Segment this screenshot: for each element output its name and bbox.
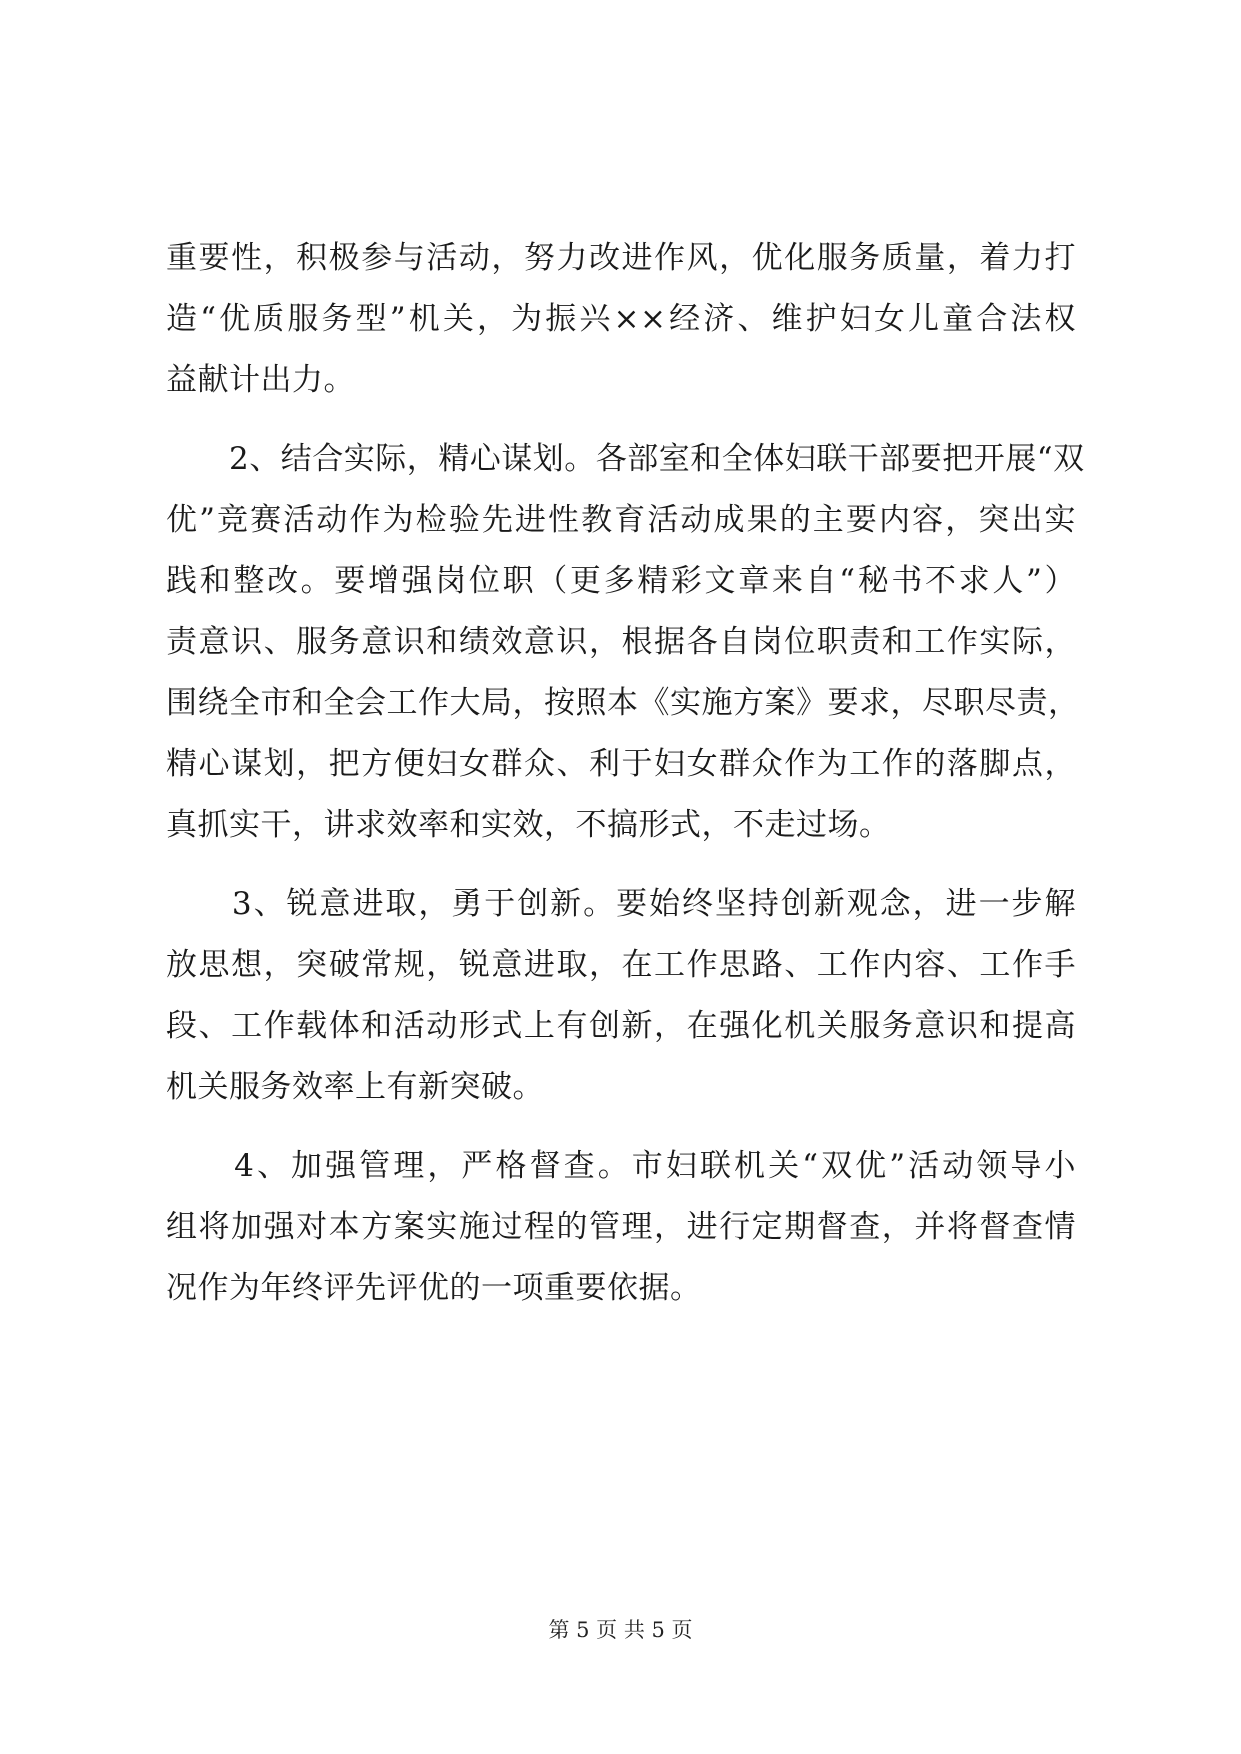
text-line: 责意识、服务意识和绩效意识，根据各自岗位职责和工作实际， bbox=[166, 624, 1076, 660]
text-line: 围绕全市和全会工作大局，按照本《实施方案》要求，尽职尽责， bbox=[166, 685, 1080, 721]
text-line: 机关服务效率上有新突破。 bbox=[166, 1069, 544, 1105]
text-line: 2、结合实际，精心谋划。各部室和全体妇联干部要把开展“双 bbox=[166, 441, 1085, 477]
paragraph-2 bbox=[166, 429, 1085, 856]
text-line: 组将加强对本方案实施过程的管理，进行定期督查，并将督查情 bbox=[166, 1209, 1076, 1245]
text-line: 精心谋划，把方便妇女群众、利于妇女群众作为工作的落脚点， bbox=[166, 746, 1076, 782]
text-line: 益献计出力。 bbox=[166, 362, 355, 398]
page-number-footer: 第 5 页 共 5 页 bbox=[548, 1618, 693, 1642]
text-line: 造“优质服务型”机关，为振兴××经济、维护妇女儿童合法权 bbox=[166, 301, 1076, 337]
text-line: 优”竞赛活动作为检验先进性教育活动成果的主要内容，突出实 bbox=[166, 502, 1076, 538]
text-line: 放思想，突破常规，锐意进取，在工作思路、工作内容、工作手 bbox=[166, 947, 1076, 983]
document-body bbox=[166, 228, 1085, 1319]
paragraph-4 bbox=[166, 1136, 1076, 1319]
paragraph-3 bbox=[166, 874, 1076, 1118]
text-line: 4、加强管理，严格督查。市妇联机关“双优”活动领导小 bbox=[166, 1148, 1076, 1184]
text-line: 段、工作载体和活动形式上有创新，在强化机关服务意识和提高 bbox=[166, 1008, 1076, 1044]
text-line: 况作为年终评先评优的一项重要依据。 bbox=[166, 1270, 702, 1306]
text-line: 重要性，积极参与活动，努力改进作风，优化服务质量，着力打 bbox=[166, 240, 1076, 276]
text-line: 真抓实干，讲求效率和实效，不搞形式，不走过场。 bbox=[166, 807, 891, 843]
text-line: 践和整改。要增强岗位职（更多精彩文章来自“秘书不求人”） bbox=[166, 563, 1076, 599]
text-line: 3、锐意进取，勇于创新。要始终坚持创新观念，进一步解 bbox=[166, 886, 1076, 922]
paragraph-1 bbox=[166, 228, 1076, 411]
